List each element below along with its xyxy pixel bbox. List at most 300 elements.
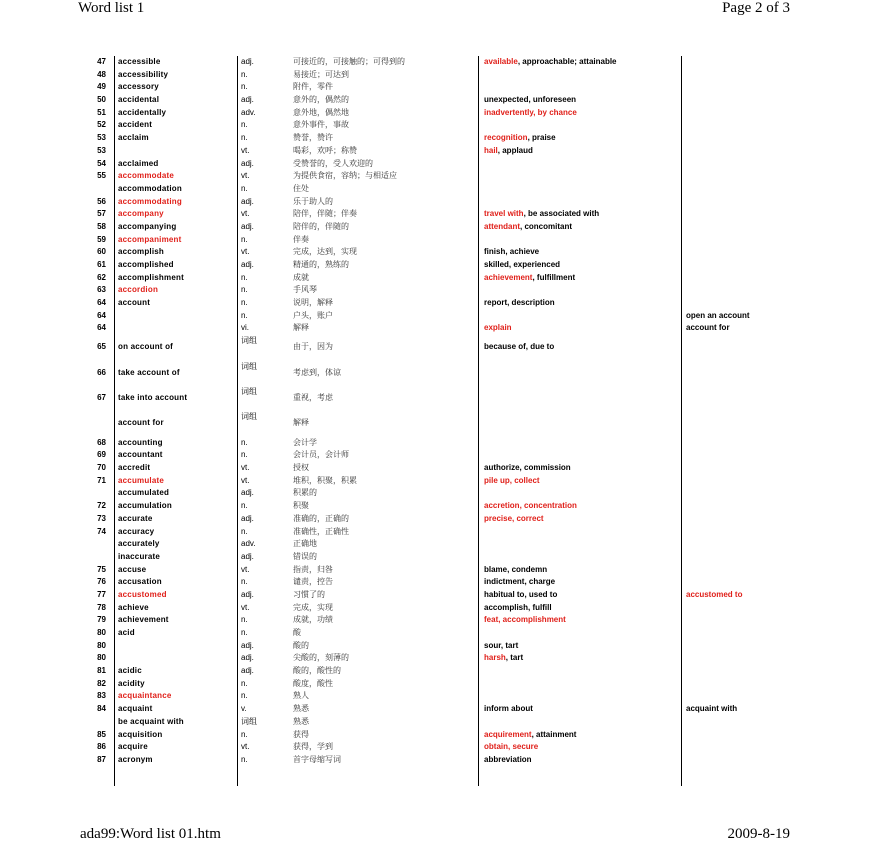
synonyms <box>484 221 684 234</box>
synonym-rest: inform about <box>484 704 533 714</box>
entry-word: accredit <box>118 463 151 473</box>
synonym-rest: accomplish, fulfill <box>484 602 552 612</box>
entry-number: 73 <box>97 513 106 523</box>
part-of-speech: n. <box>241 526 248 536</box>
part-of-speech: n. <box>241 272 248 282</box>
chinese-meaning: 积聚 <box>293 501 309 511</box>
entry-word: accommodating <box>118 196 182 206</box>
entry-number: 54 <box>97 158 106 168</box>
part-of-speech: adj. <box>241 95 254 105</box>
part-of-speech: n. <box>241 691 248 701</box>
synonyms <box>484 208 684 221</box>
synonym-rest: skilled, experienced <box>484 260 561 269</box>
entry-word: accommodation <box>118 183 182 193</box>
entry-number: 63 <box>97 285 106 295</box>
part-of-speech: n. <box>241 450 248 460</box>
part-of-speech: n. <box>241 183 248 193</box>
part-of-speech: v. <box>241 704 247 714</box>
word-row <box>80 538 780 551</box>
part-of-speech: n. <box>241 298 248 308</box>
entry-number: 62 <box>97 272 106 282</box>
synonyms <box>484 754 684 767</box>
part-of-speech: n. <box>241 577 248 587</box>
entry-word: acid <box>118 628 135 637</box>
word-list-table <box>80 56 780 767</box>
synonyms <box>484 589 684 602</box>
chinese-meaning: 由于，因为 <box>293 342 333 352</box>
synonym-rest: indictment, charge <box>484 577 556 587</box>
synonym-rest: , applaud <box>497 145 533 155</box>
word-row <box>80 170 780 183</box>
entry-word: accessory <box>118 82 159 92</box>
word-row <box>80 475 780 488</box>
entry-number: 78 <box>97 602 106 612</box>
synonyms <box>484 602 684 615</box>
synonyms <box>484 500 684 513</box>
entry-number: 80 <box>97 640 106 650</box>
entry-number: 68 <box>97 437 106 447</box>
chinese-meaning: 酸的 <box>293 640 309 650</box>
part-of-speech: vt. <box>241 247 250 257</box>
entry-word: account <box>118 298 151 308</box>
part-of-speech: adv. <box>241 107 256 117</box>
chinese-meaning: 酸 <box>293 628 301 637</box>
chinese-meaning: 错误的 <box>293 551 317 561</box>
part-of-speech: adj. <box>241 260 254 269</box>
entry-word: acidic <box>118 666 142 676</box>
synonym-rest: , attainment <box>531 729 577 739</box>
word-row <box>80 183 780 196</box>
chinese-meaning: 意外的，偶然的 <box>293 95 349 105</box>
entry-word: accompanying <box>118 221 177 231</box>
entry-number: 64 <box>97 323 106 333</box>
part-of-speech: n. <box>241 628 248 637</box>
entry-number: 71 <box>97 475 106 485</box>
entry-word: accomplish <box>118 247 165 257</box>
entry-number: 87 <box>97 754 106 764</box>
chinese-meaning: 完成，达到，实现 <box>293 247 357 257</box>
chinese-meaning: 手风琴 <box>293 285 317 295</box>
synonym-highlight: inadvertently, by chance <box>484 107 577 117</box>
entry-number: 51 <box>97 107 106 117</box>
word-row <box>80 589 780 602</box>
entry-word: accommodate <box>118 171 174 181</box>
header-title: Word list 1 <box>78 0 145 16</box>
chinese-meaning: 受赞誉的，受人欢迎的 <box>293 158 373 168</box>
synonym-highlight: attendant <box>484 221 520 231</box>
entry-word: accordion <box>118 285 159 295</box>
word-row <box>80 602 780 615</box>
entry-word: on account of <box>118 342 174 352</box>
entry-word: accounting <box>118 437 163 447</box>
word-row <box>80 513 780 526</box>
entry-number: 60 <box>97 247 106 257</box>
entry-word: account for <box>118 418 164 428</box>
synonyms <box>484 107 684 120</box>
chinese-meaning: 陪伴，伴随；伴奏 <box>293 209 357 219</box>
word-row <box>80 678 780 691</box>
word-row <box>80 272 780 285</box>
part-of-speech: vt. <box>241 463 250 473</box>
entry-number: 67 <box>97 392 106 402</box>
word-row <box>80 652 780 665</box>
entry-word: accompany <box>118 209 164 219</box>
synonym-highlight: feat, accomplishment <box>484 615 566 625</box>
synonym-rest: , approachable; attainable <box>517 57 617 66</box>
chinese-meaning: 意外地，偶然地 <box>293 107 349 117</box>
entry-word: accuse <box>118 564 147 574</box>
part-of-speech: n. <box>241 310 248 320</box>
word-row <box>80 221 780 234</box>
synonym-rest: , fulfillment <box>532 272 576 282</box>
synonym-rest: unexpected, unforeseen <box>484 95 577 105</box>
chinese-meaning: 精通的，熟练的 <box>293 260 349 269</box>
entry-number: 61 <box>97 260 106 269</box>
word-row <box>80 564 780 577</box>
word-row <box>80 208 780 221</box>
chinese-meaning: 熟人 <box>293 691 309 701</box>
synonym-highlight: accretion, concentration <box>484 501 577 511</box>
chinese-meaning: 会计学 <box>293 437 317 447</box>
word-row <box>80 284 780 297</box>
part-of-speech: adj. <box>241 158 254 168</box>
part-of-speech: adj. <box>241 513 254 523</box>
part-of-speech: n. <box>241 615 248 625</box>
word-row <box>80 310 780 323</box>
part-of-speech: 词组 <box>241 386 257 396</box>
chinese-meaning: 会计员，会计师 <box>293 450 349 460</box>
synonym-rest: , tart <box>505 653 524 663</box>
entry-word: acronym <box>118 754 153 764</box>
part-of-speech: n. <box>241 120 248 130</box>
chinese-meaning: 成就 <box>293 272 309 282</box>
synonyms <box>484 145 684 158</box>
entry-number: 66 <box>97 367 106 377</box>
part-of-speech: n. <box>241 729 248 739</box>
part-of-speech: n. <box>241 285 248 295</box>
collocation: account for <box>686 323 730 333</box>
word-row <box>80 754 780 767</box>
entry-number: 69 <box>97 450 106 460</box>
chinese-meaning: 堆积，积聚，积累 <box>293 475 357 485</box>
entry-number: 56 <box>97 196 106 206</box>
chinese-meaning: 乐于助人的 <box>293 196 333 206</box>
chinese-meaning: 意外事件，事故 <box>293 120 349 130</box>
entry-number: 64 <box>97 310 106 320</box>
synonym-highlight: recognition <box>484 133 528 143</box>
word-row <box>80 132 780 145</box>
word-row <box>80 690 780 703</box>
chinese-meaning: 伴奏 <box>293 234 309 244</box>
part-of-speech: adj. <box>241 653 254 663</box>
entry-word: accompaniment <box>118 234 182 244</box>
chinese-meaning: 获得，学到 <box>293 742 333 752</box>
word-row <box>80 462 780 475</box>
synonym-highlight: precise, correct <box>484 513 544 523</box>
synonyms <box>484 361 684 367</box>
word-row <box>80 145 780 158</box>
entry-number: 53 <box>97 145 106 155</box>
entry-word: acquisition <box>118 729 163 739</box>
part-of-speech: n. <box>241 234 248 244</box>
entry-number: 64 <box>97 298 106 308</box>
entry-number: 86 <box>97 742 106 752</box>
chinese-meaning: 获得 <box>293 729 309 739</box>
entry-number: 58 <box>97 221 106 231</box>
part-of-speech: vt. <box>241 602 250 612</box>
part-of-speech: adj. <box>241 666 254 676</box>
synonyms <box>484 411 684 417</box>
chinese-meaning: 陪伴的，伴随的 <box>293 221 349 231</box>
chinese-meaning: 考虑到，体谅 <box>293 367 341 377</box>
part-of-speech: n. <box>241 501 248 511</box>
word-row <box>80 158 780 171</box>
entry-number: 65 <box>97 342 106 352</box>
entry-word: accurate <box>118 513 153 523</box>
word-row <box>80 386 780 411</box>
chinese-meaning: 酸的，酸性的 <box>293 666 341 676</box>
chinese-meaning: 熟悉 <box>293 716 309 726</box>
footer-date: 2009-8-19 <box>727 826 790 842</box>
word-row <box>80 703 780 716</box>
part-of-speech: adv. <box>241 539 256 549</box>
entry-word: take account of <box>118 367 180 377</box>
synonyms <box>484 335 684 354</box>
entry-word: inaccurate <box>118 551 161 561</box>
synonyms <box>484 272 684 285</box>
entry-word: accident <box>118 120 153 130</box>
chinese-meaning: 喝彩，欢呼；称赞 <box>293 145 357 155</box>
synonym-highlight: acquirement <box>484 729 532 739</box>
synonyms <box>484 259 684 272</box>
entry-word: accumulate <box>118 475 165 485</box>
word-row <box>80 69 780 82</box>
word-row <box>80 246 780 259</box>
chinese-meaning: 户头，账户 <box>293 310 333 320</box>
page-number: Page 2 of 3 <box>722 0 790 16</box>
entry-number: 84 <box>97 704 106 714</box>
word-row <box>80 107 780 120</box>
synonym-rest: blame, condemn <box>484 564 548 574</box>
synonym-highlight: harsh <box>484 653 506 663</box>
entry-word: accountant <box>118 450 163 460</box>
synonyms <box>484 576 684 589</box>
word-row <box>80 81 780 94</box>
synonym-rest: finish, achieve <box>484 247 540 257</box>
entry-word: achievement <box>118 615 169 625</box>
part-of-speech: 词组 <box>241 361 257 371</box>
collocation <box>686 335 780 341</box>
word-row <box>80 640 780 653</box>
synonyms <box>484 246 684 259</box>
collocation: acquaint with <box>686 704 738 714</box>
synonym-highlight: obtain, secure <box>484 742 539 752</box>
synonym-highlight: explain <box>484 323 512 333</box>
entry-word: acquaintance <box>118 691 172 701</box>
synonym-highlight: available <box>484 57 518 66</box>
part-of-speech: adj. <box>241 640 254 650</box>
entry-number: 48 <box>97 69 106 79</box>
chinese-meaning: 易接近；可达到 <box>293 69 349 79</box>
word-row <box>80 196 780 209</box>
part-of-speech: n. <box>241 69 248 79</box>
synonym-rest: , praise <box>527 133 556 143</box>
entry-number: 55 <box>97 171 106 181</box>
word-row <box>80 361 780 386</box>
entry-word: acclaimed <box>118 158 159 168</box>
chinese-meaning: 解释 <box>293 323 309 333</box>
part-of-speech: vt. <box>241 475 250 485</box>
word-row <box>80 526 780 539</box>
synonyms <box>484 513 684 526</box>
entry-number: 76 <box>97 577 106 587</box>
chinese-meaning: 熟悉 <box>293 704 309 714</box>
chinese-meaning: 赞誉，赞许 <box>293 133 333 143</box>
chinese-meaning: 尖酸的，刻薄的 <box>293 653 349 663</box>
synonym-rest: habitual to, used to <box>484 589 558 599</box>
part-of-speech: adj. <box>241 488 254 498</box>
entry-number: 47 <box>97 57 106 66</box>
part-of-speech: adj. <box>241 221 254 231</box>
chinese-meaning: 首字母缩写词 <box>293 754 341 764</box>
word-row <box>80 614 780 627</box>
word-row <box>80 551 780 564</box>
part-of-speech: n. <box>241 678 248 688</box>
entry-number: 50 <box>97 95 106 105</box>
part-of-speech: adj. <box>241 551 254 561</box>
entry-word: accidentally <box>118 107 167 117</box>
collocation: accustomed to <box>686 589 743 599</box>
word-row <box>80 729 780 742</box>
part-of-speech: vt. <box>241 209 250 219</box>
word-row <box>80 259 780 272</box>
entry-number: 85 <box>97 729 106 739</box>
part-of-speech: vi. <box>241 323 249 333</box>
entry-word: accuracy <box>118 526 155 536</box>
entry-number: 72 <box>97 501 106 511</box>
entry-number: 70 <box>97 463 106 473</box>
entry-number: 53 <box>97 133 106 143</box>
word-row <box>80 335 780 360</box>
entry-number: 79 <box>97 615 106 625</box>
synonym-rest: authorize, commission <box>484 463 571 473</box>
synonyms <box>484 564 684 577</box>
word-row <box>80 500 780 513</box>
word-row <box>80 94 780 107</box>
chinese-meaning: 积累的 <box>293 488 317 498</box>
synonyms <box>484 652 684 665</box>
word-row <box>80 322 780 335</box>
synonyms <box>484 741 684 754</box>
synonyms <box>484 386 684 392</box>
part-of-speech: adj. <box>241 589 254 599</box>
part-of-speech: vt. <box>241 145 250 155</box>
word-row <box>80 119 780 132</box>
entry-word: acidity <box>118 678 145 688</box>
chinese-meaning: 酸度，酸性 <box>293 678 333 688</box>
synonyms <box>484 475 684 488</box>
entry-number: 77 <box>97 589 106 599</box>
entry-word: be acquaint with <box>118 716 184 726</box>
part-of-speech: 词组 <box>241 716 257 726</box>
chinese-meaning: 说明，解释 <box>293 298 333 308</box>
word-row <box>80 234 780 247</box>
entry-number: 49 <box>97 82 106 92</box>
word-row <box>80 56 780 69</box>
chinese-meaning: 解释 <box>293 418 309 428</box>
collocation <box>686 386 780 392</box>
synonyms <box>484 297 684 310</box>
part-of-speech: adj. <box>241 57 254 66</box>
footer-source: ada99:Word list 01.htm <box>80 826 221 842</box>
chinese-meaning: 谴责，控告 <box>293 577 333 587</box>
chinese-meaning: 准确的，正确的 <box>293 513 349 523</box>
collocation <box>686 361 780 367</box>
word-row <box>80 449 780 462</box>
word-row <box>80 627 780 640</box>
word-row <box>80 297 780 310</box>
entry-word: accessible <box>118 57 161 66</box>
synonyms <box>484 729 684 742</box>
word-row <box>80 487 780 500</box>
entry-number: 80 <box>97 653 106 663</box>
entry-number: 57 <box>97 209 106 219</box>
part-of-speech: 词组 <box>241 336 257 346</box>
word-row <box>80 437 780 450</box>
synonyms <box>484 132 684 145</box>
entry-word: accurately <box>118 539 160 549</box>
entry-number: 82 <box>97 678 106 688</box>
synonym-rest: report, description <box>484 298 555 308</box>
entry-word: accessibility <box>118 69 169 79</box>
synonym-highlight: achievement <box>484 272 533 282</box>
chinese-meaning: 正确地 <box>293 539 317 549</box>
entry-number: 83 <box>97 691 106 701</box>
entry-number: 80 <box>97 628 106 637</box>
synonym-rest: abbreviation <box>484 754 532 764</box>
synonyms <box>484 614 684 627</box>
entry-number: 75 <box>97 564 106 574</box>
entry-number: 59 <box>97 234 106 244</box>
entry-word: accustomed <box>118 589 167 599</box>
part-of-speech: vt. <box>241 564 250 574</box>
entry-word: accidental <box>118 95 160 105</box>
chinese-meaning: 附件，零件 <box>293 82 333 92</box>
word-row <box>80 716 780 729</box>
part-of-speech: 词组 <box>241 412 257 422</box>
part-of-speech: adj. <box>241 196 254 206</box>
synonyms <box>484 94 684 107</box>
synonym-highlight: hail <box>484 145 498 155</box>
collocation <box>686 411 780 417</box>
entry-word: accomplished <box>118 260 174 269</box>
synonym-rest: , concomitant <box>520 221 573 231</box>
entry-word: achieve <box>118 602 149 612</box>
synonym-rest: sour, tart <box>484 640 519 650</box>
synonym-highlight: travel with <box>484 209 524 219</box>
entry-word: acquire <box>118 742 148 752</box>
entry-word: accusation <box>118 577 162 587</box>
synonyms <box>484 462 684 475</box>
entry-word: take into account <box>118 392 188 402</box>
synonyms <box>484 322 684 335</box>
synonyms <box>484 703 684 716</box>
chinese-meaning: 指责，归咎 <box>293 564 333 574</box>
entry-word: acquaint <box>118 704 153 714</box>
synonyms <box>484 640 684 653</box>
entry-word: accomplishment <box>118 272 184 282</box>
synonym-rest: because of, due to <box>484 342 555 352</box>
